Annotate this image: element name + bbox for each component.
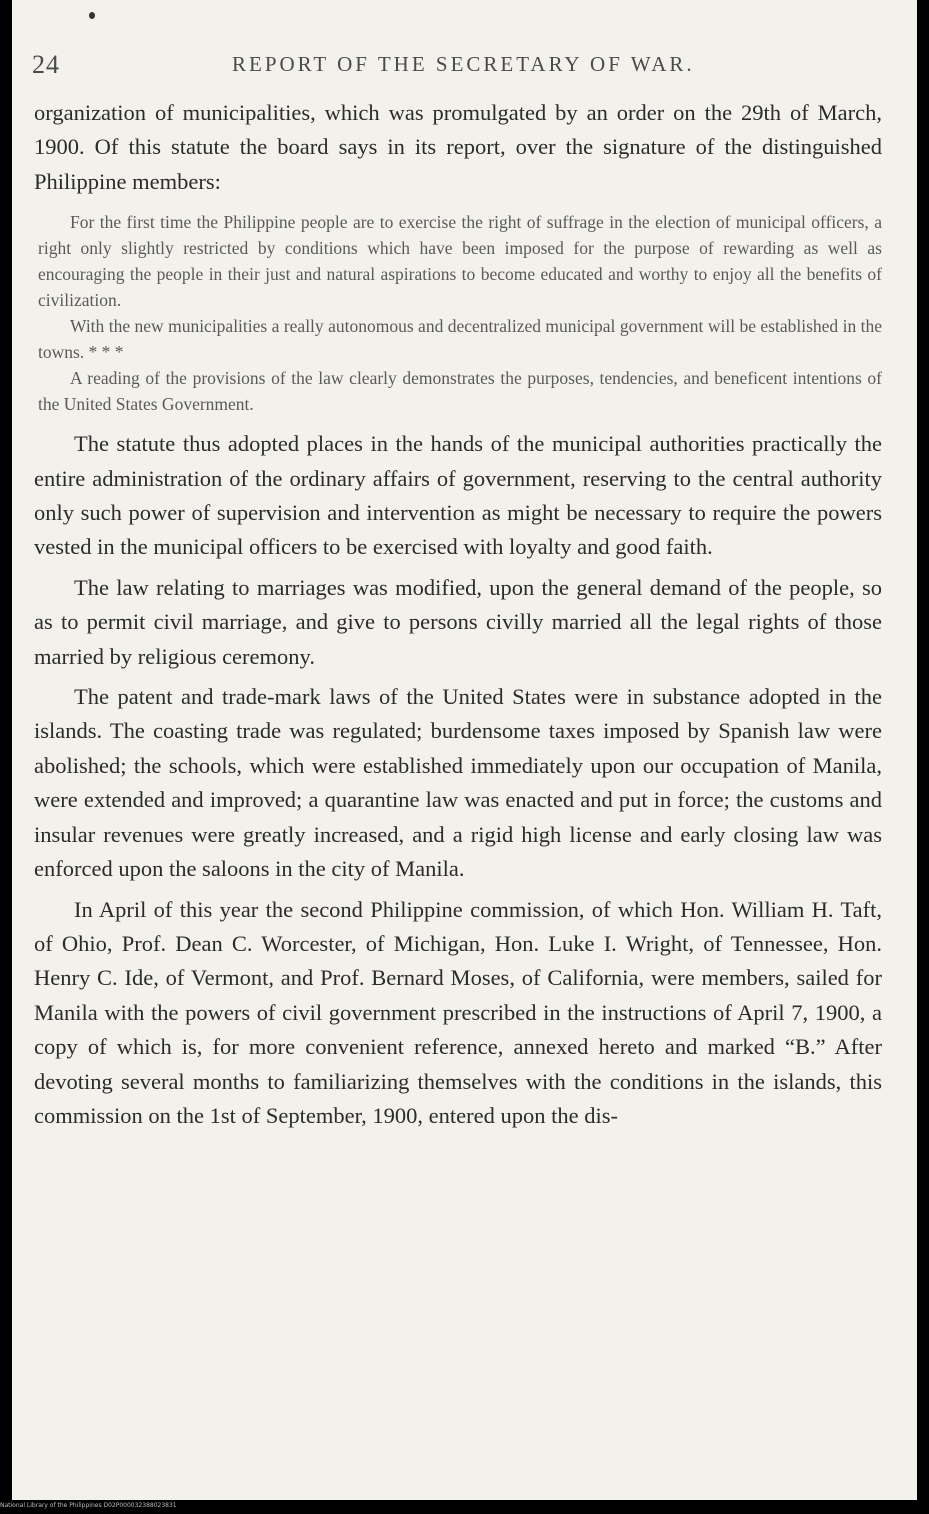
block-quote-paragraph: For the first time the Philippine people are to exercise the right of suffrage in the election of municipal officers, a right only slightly restricted by conditions which have been imposed for the purpose of rewarding as well as encouraging the people in their just and natural aspirations to become educated and worthy to enjoy all the benefits of civilization. <box>38 212 882 311</box>
body-paragraph: In April of this year the second Philippine commission, of which Hon. William H. Taft, of Ohio, Prof. Dean C. Worcester, of Michigan, Hon. Luke I. Wright, of Tennessee, Hon. Henry C. Ide, of Vermont, and Prof. Bernard Moses, of California, were members, sailed for Manila with the powers of civil government prescribed in the instructions of April 7, 1900, a copy of which is, for more convenient reference, annexed hereto and marked “B.” After devoting several months to familiarizing themselves with the conditions in the islands, this commission on the 1st of September, 1900, entered upon the dis- <box>34 896 882 1128</box>
body-paragraph: The patent and trade-mark laws of the United States were in substance adopted in the islands. The coasting trade was regulated; burdensome taxes imposed by Spanish law were abolished; the schools, which were established immediately upon our occupation of Manila, were extended and improved; a quarantine law was enacted and put in force; the customs and insular revenues were greatly increased, and a rigid high license and early closing law was enforced upon the saloons in the city of Manila. <box>34 684 882 882</box>
paragraph-continuation: organization of municipalities, which was promulgated by an order on the 29th of March, 1900. Of this statute the board says in its report, over the signature of the distinguished Philippine members: <box>34 100 882 194</box>
block-quote-paragraph: With the new municipalities a really autonomous and decentralized municipal government will be established in the towns. * * * <box>38 316 882 363</box>
page-body <box>34 96 882 1133</box>
body-paragraph: The statute thus adopted places in the hands of the municipal authorities practically the entire administration of the ordinary affairs of government, reserving to the central authority only such power of supervision and intervention as might be necessary to require the powers vested in the municipal officers to be exercised with loyalty and good faith. <box>34 431 882 560</box>
page-header <box>32 50 872 84</box>
ink-speck <box>89 12 95 19</box>
document-page <box>12 0 917 1500</box>
body-paragraph: The law relating to marriages was modified, upon the general demand of the people, so as to permit civil marriage, and give to persons civilly married all the legal rights of those married by religious ceremony. <box>34 574 882 669</box>
block-quote-paragraph: A reading of the provisions of the law clearly demonstrates the purposes, tendencies, and beneficent intentions of the United States Government. <box>38 368 882 415</box>
page-number: 24 <box>32 50 60 79</box>
running-head: REPORT OF THE SECRETARY OF WAR. <box>232 52 695 76</box>
scan-footer-label: National Library of the Philippines D02P000032388023831 <box>0 1502 177 1509</box>
